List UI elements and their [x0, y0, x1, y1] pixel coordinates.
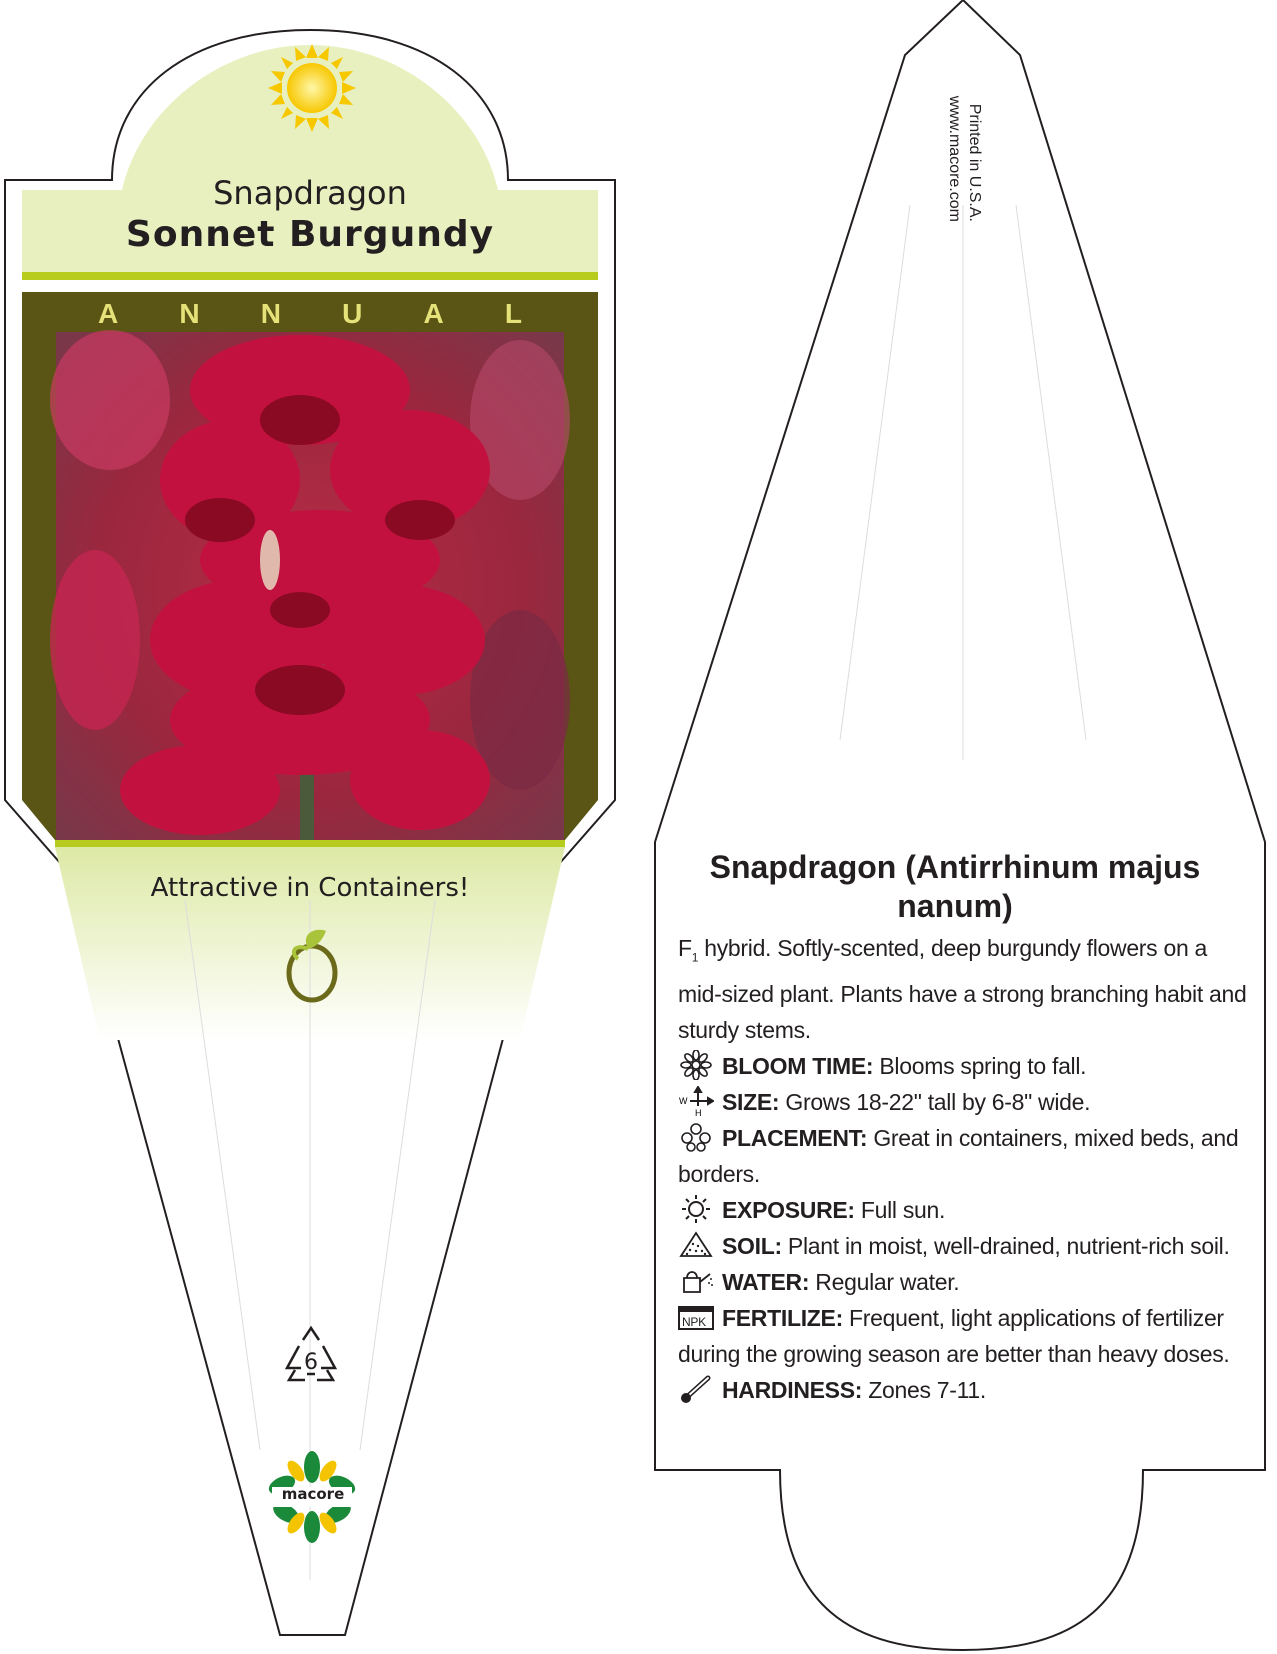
- thermometer-icon: [678, 1374, 714, 1404]
- svg-text:H: H: [695, 1107, 702, 1116]
- flower-icon: [678, 1050, 714, 1080]
- category-letter: N: [260, 298, 281, 329]
- header-lime-line: [22, 272, 598, 280]
- bloom-row: BLOOM TIME: Blooms spring to fall.: [678, 1048, 1248, 1084]
- size-icon: [678, 1086, 714, 1116]
- fertilize-row: NPK FERTILIZE: Frequent, light applications of fertilizer during the growing season are better than heavy doses.: [678, 1300, 1248, 1372]
- recycle-number: 6: [304, 1350, 318, 1375]
- npk-icon: [678, 1302, 714, 1332]
- intro-text: $F_1$ hybrid. Softly-scented, deep burgundy flowers on a mid-sized plant. Plants have a strong branching habit and sturdy stems.: [678, 935, 1247, 1043]
- common-name: Snapdragon: [213, 174, 407, 212]
- category-letter: N: [179, 298, 200, 329]
- brand-name: macore: [281, 1485, 345, 1503]
- placement-icon: [678, 1122, 714, 1152]
- category-letter: L: [504, 298, 522, 329]
- soil-icon: [678, 1230, 714, 1260]
- flower-photo: [50, 330, 570, 840]
- website-line: www.macore.com: [946, 95, 963, 222]
- hardiness-row: HARDINESS: Zones 7-11.: [678, 1372, 1248, 1408]
- svg-text:NPK: NPK: [682, 1314, 706, 1329]
- size-row: W H SIZE: Grows 18-22" tall by 6-8" wide.: [678, 1084, 1248, 1120]
- watering-can-icon: [678, 1266, 714, 1296]
- placement-row: PLACEMENT: Great in containers, mixed beds, and borders.: [678, 1120, 1248, 1192]
- category-letter: A: [423, 298, 444, 329]
- printed-info: [940, 52, 984, 222]
- water-row: WATER: Regular water.: [678, 1264, 1248, 1300]
- category-letter: U: [342, 298, 363, 329]
- sun-icon: [268, 44, 356, 132]
- sun-outline-icon: [678, 1194, 714, 1224]
- exposure-row: EXPOSURE: Full sun.: [678, 1192, 1248, 1228]
- category-label: [58, 298, 562, 330]
- soil-row: SOIL: Plant in moist, well-drained, nutrient-rich soil.: [678, 1228, 1248, 1264]
- variety-name: Sonnet Burgundy: [125, 214, 495, 255]
- lime-line-lower: [55, 840, 565, 847]
- back-title: Snapdragon (Antirrhinum majus nanum): [709, 849, 1201, 924]
- printed-line: Printed in U.S.A.: [966, 103, 983, 222]
- care-info: [678, 930, 1248, 1408]
- svg-text:W: W: [679, 1095, 688, 1106]
- category-letter: A: [98, 298, 119, 329]
- tagline: Attractive in Containers!: [150, 873, 470, 903]
